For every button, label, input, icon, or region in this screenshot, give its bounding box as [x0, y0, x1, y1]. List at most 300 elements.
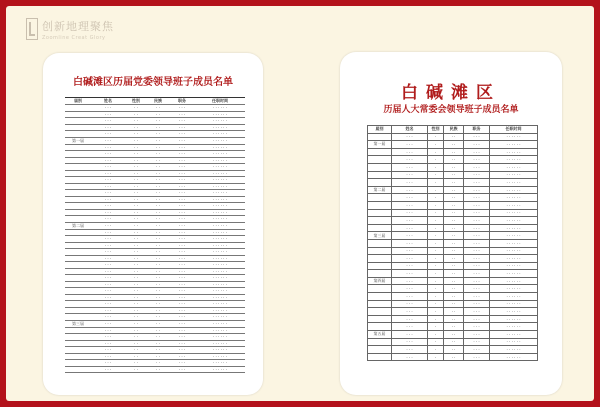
table-cell: · · [444, 141, 464, 149]
table-cell: · · · · · · [490, 353, 538, 361]
brand-name-cn: 创新地理聚焦 [42, 19, 114, 33]
table-cell: · · · [464, 293, 490, 301]
column-header: 姓名 [392, 126, 428, 134]
table-cell: · · · · · · [195, 262, 245, 269]
table-row [368, 338, 538, 346]
table-cell: · · [147, 275, 169, 282]
table-cell: · · · [91, 144, 125, 151]
table-cell: · · [125, 366, 147, 373]
table-cell: · · · [392, 171, 428, 179]
table-cell: · · [125, 177, 147, 184]
table-cell: · · · · · · [195, 105, 245, 112]
table-cell: · · · · · · [195, 196, 245, 203]
table-cell: · · [125, 314, 147, 321]
table-cell: · · · [91, 164, 125, 171]
table-cell: · · [444, 277, 464, 285]
table-cell: · [428, 224, 444, 232]
table-cell: · · [444, 331, 464, 339]
table-cell: · [428, 232, 444, 240]
table-cell: · · · [392, 148, 428, 156]
table-cell: · · · [91, 255, 125, 262]
table-row [368, 156, 538, 164]
table-cell: · · · [464, 346, 490, 354]
table-header-row [368, 126, 538, 134]
table-cell: · · [444, 133, 464, 141]
table-cell: · · [444, 232, 464, 240]
table-cell: · · [147, 157, 169, 164]
table-cell: · [428, 247, 444, 255]
table-cell: · · [444, 285, 464, 293]
table-cell: · · · · · · [490, 171, 538, 179]
table-cell: · · · [169, 360, 195, 367]
table-cell: · · · [464, 255, 490, 263]
table-row [368, 209, 538, 217]
table-cell: · · [147, 281, 169, 288]
table-cell: · · · [91, 262, 125, 269]
table-cell: · · [125, 183, 147, 190]
table-cell: · · · [91, 124, 125, 131]
table-cell: · · · [169, 190, 195, 197]
table-cell: · · · [91, 183, 125, 190]
table-cell: · [428, 148, 444, 156]
table-cell: · · · [91, 320, 125, 327]
table-row [368, 346, 538, 354]
table-cell: · · [444, 224, 464, 232]
table-cell: · · · [91, 288, 125, 295]
table-cell: · · · [169, 334, 195, 341]
table-cell: · · · [169, 196, 195, 203]
table-cell: · · · [91, 366, 125, 373]
table-cell: · · · [169, 314, 195, 321]
table-cell: · · · · · · [195, 170, 245, 177]
table-cell: · · · · · · [195, 340, 245, 347]
table-cell: 第一届 [368, 141, 392, 149]
table-cell: · · · · · · [490, 285, 538, 293]
table-cell: · · · [169, 164, 195, 171]
table-cell [368, 285, 392, 293]
column-header: 民族 [147, 98, 169, 105]
table-cell: 第三届 [65, 320, 91, 327]
table-cell: · · [125, 353, 147, 360]
table-cell [368, 148, 392, 156]
table-cell: · [428, 308, 444, 316]
table-cell: · · · · · · [490, 217, 538, 225]
table-cell: · · · [169, 340, 195, 347]
table-cell: · · · · · · [195, 144, 245, 151]
table-cell: · · · [464, 308, 490, 316]
table-cell: · · [147, 327, 169, 334]
table-cell: · · [147, 118, 169, 125]
table-row [368, 277, 538, 285]
table-cell: · · · [91, 105, 125, 112]
table-cell: · · · [91, 137, 125, 144]
table-cell: · · · [91, 360, 125, 367]
table-cell: · · · [392, 293, 428, 301]
table-cell: · · · [91, 236, 125, 243]
table-cell: · · · [464, 209, 490, 217]
party-committee-table [65, 97, 245, 373]
table-cell: · · · [91, 294, 125, 301]
table-cell: · [428, 133, 444, 141]
table-cell: · [428, 346, 444, 354]
table-cell: · · [444, 346, 464, 354]
table-cell: · · [125, 222, 147, 229]
table-cell: · [428, 217, 444, 225]
table-cell: · · [444, 270, 464, 278]
table-cell: · · · [464, 277, 490, 285]
table-cell: · · [147, 347, 169, 354]
table-cell: · · [125, 301, 147, 308]
table-cell: · · · · · · [490, 163, 538, 171]
table-cell: · · · [464, 224, 490, 232]
table-cell: · · · · · · [195, 118, 245, 125]
table-cell: · · [125, 216, 147, 223]
table-cell: · [428, 323, 444, 331]
table-cell [368, 163, 392, 171]
table-cell: · · · [91, 334, 125, 341]
table-row [368, 308, 538, 316]
table-cell: · · · [91, 314, 125, 321]
right-page-subtitle: 历届人大常委会领导班子成员名单 [383, 105, 519, 115]
table-cell [368, 224, 392, 232]
table-cell: · · · · · · [195, 131, 245, 138]
table-cell: · · · [91, 170, 125, 177]
table-cell: · · · · · · [490, 247, 538, 255]
table-cell: · · · [392, 308, 428, 316]
table-cell: · · · [392, 285, 428, 293]
table-cell: · · [125, 294, 147, 301]
table-cell: · · [125, 170, 147, 177]
table-cell: · · [125, 196, 147, 203]
table-cell: · · · · · · [490, 186, 538, 194]
table-cell: · · [444, 293, 464, 301]
table-cell: · · [125, 281, 147, 288]
table-cell: · · · [392, 262, 428, 270]
table-cell: · · [147, 222, 169, 229]
table-cell: · · · [91, 301, 125, 308]
table-cell: · · [125, 111, 147, 118]
table-cell: · [428, 255, 444, 263]
table-cell: · · · · · · [490, 224, 538, 232]
table-cell: · · · [91, 353, 125, 360]
table-cell: · · · [169, 144, 195, 151]
table-cell: · · · [91, 307, 125, 314]
table-row [368, 323, 538, 331]
table-cell: · · [125, 255, 147, 262]
table-cell [368, 270, 392, 278]
table-cell: · · [125, 360, 147, 367]
table-cell: 第五届 [368, 331, 392, 339]
table-cell: · · · [169, 236, 195, 243]
table-cell: · · · · · · [195, 275, 245, 282]
table-cell: · · · [392, 239, 428, 247]
right-page-title: 白碱滩区 [401, 83, 501, 103]
table-cell: · · · [169, 327, 195, 334]
table-cell: · · · · · · [490, 331, 538, 339]
column-header: 性别 [125, 98, 147, 105]
table-row [368, 247, 538, 255]
table-cell: 第四届 [368, 277, 392, 285]
table-cell: · · · · · · [195, 307, 245, 314]
table-cell: · · [125, 229, 147, 236]
table-cell: · · · [464, 239, 490, 247]
table-cell: · · [125, 347, 147, 354]
table-cell: · · [125, 124, 147, 131]
table-cell: · · · [91, 203, 125, 210]
table-cell [368, 315, 392, 323]
table-cell: · · · · · · [195, 183, 245, 190]
table-cell: · · · · · · [490, 346, 538, 354]
table-cell: · · [125, 334, 147, 341]
table-cell: · · · [91, 151, 125, 158]
table-cell: · [428, 156, 444, 164]
table-cell: · · [125, 157, 147, 164]
table-cell: · · · [392, 163, 428, 171]
table-cell: · · · [169, 249, 195, 256]
table-cell: · · [125, 236, 147, 243]
table-cell: · · · [91, 275, 125, 282]
table-cell: · · · [169, 242, 195, 249]
table-cell: · · [444, 308, 464, 316]
table-cell: · [428, 315, 444, 323]
table-cell: · · · · · · [195, 281, 245, 288]
table-cell: · · · [464, 338, 490, 346]
table-cell: · · · [169, 118, 195, 125]
column-header: 届别 [65, 98, 91, 105]
table-cell: · · [444, 323, 464, 331]
table-cell: · · [147, 366, 169, 373]
table-cell: · · · · · · [195, 366, 245, 373]
table-cell [368, 171, 392, 179]
table-cell: · · · [392, 232, 428, 240]
table-cell: · · · [169, 262, 195, 269]
table-row [368, 255, 538, 263]
table-cell: · · [147, 203, 169, 210]
table-cell: · · [444, 247, 464, 255]
table-cell: · · [147, 340, 169, 347]
table-cell: 第二届 [65, 222, 91, 229]
table-cell: · · · · · · [195, 137, 245, 144]
table-cell: · · · · · · [195, 216, 245, 223]
table-cell: · · · · · · [490, 133, 538, 141]
table-cell: · · [147, 105, 169, 112]
table-cell: · · · [169, 288, 195, 295]
table-cell: · · · [464, 141, 490, 149]
table-cell: · · [125, 190, 147, 197]
table-cell: · · [147, 196, 169, 203]
table-cell: · [428, 171, 444, 179]
table-cell: · · [444, 179, 464, 187]
column-header: 任职时间 [490, 126, 538, 134]
table-cell: · · [444, 163, 464, 171]
table-cell: · · · [169, 229, 195, 236]
table-cell: 第二届 [368, 186, 392, 194]
table-row [368, 179, 538, 187]
table-cell: · [428, 179, 444, 187]
table-cell: · [428, 209, 444, 217]
table-cell: · · · [392, 217, 428, 225]
table-cell: · · · · · · [490, 201, 538, 209]
table-cell [368, 346, 392, 354]
table-cell: · · · · · · [490, 270, 538, 278]
table-cell: · · [444, 171, 464, 179]
table-cell: · · [147, 262, 169, 269]
table-cell: · · [444, 194, 464, 202]
table-cell [368, 209, 392, 217]
table-cell: · · · [91, 340, 125, 347]
table-cell: · · · [91, 209, 125, 216]
table-cell: · · [444, 262, 464, 270]
table-cell: · · · [91, 131, 125, 138]
table-cell: · · · [91, 190, 125, 197]
table-cell: · · · · · · [195, 334, 245, 341]
table-cell: · · · [392, 186, 428, 194]
table-cell [368, 353, 392, 361]
table-cell: · [428, 270, 444, 278]
table-cell: · · [125, 242, 147, 249]
table-cell [368, 179, 392, 187]
table-cell: 第三届 [368, 232, 392, 240]
table-cell: · · · [464, 270, 490, 278]
table-cell: · · · [169, 209, 195, 216]
table-cell: · [428, 277, 444, 285]
table-cell: · · · [464, 148, 490, 156]
table-cell: · · · [169, 366, 195, 373]
table-cell: · · · · · · [490, 156, 538, 164]
table-cell: · · · · · · [490, 300, 538, 308]
table-cell: · · · · · · [195, 268, 245, 275]
table-cell: · · · [464, 285, 490, 293]
brand-name-en: Zoomline Creat Glory [42, 34, 106, 41]
table-cell [368, 156, 392, 164]
table-cell: · · · [169, 131, 195, 138]
table-cell: · · · · · · [490, 315, 538, 323]
table-cell: · · [125, 288, 147, 295]
table-cell: · [428, 293, 444, 301]
table-cell: · · · · · · [195, 301, 245, 308]
table-cell: · · · · · · [195, 360, 245, 367]
table-cell: · · · [91, 249, 125, 256]
table-cell: · · · [464, 300, 490, 308]
table-cell: · · [125, 262, 147, 269]
table-cell: · · [125, 151, 147, 158]
table-cell: · · · [464, 171, 490, 179]
table-cell: · · [125, 164, 147, 171]
table-cell: · · · · · · [195, 203, 245, 210]
table-cell: · · [125, 144, 147, 151]
table-cell: · · [125, 131, 147, 138]
table-cell: · · [147, 131, 169, 138]
table-cell: · · · · · · [195, 157, 245, 164]
table-cell: · · [147, 268, 169, 275]
column-header: 职务 [464, 126, 490, 134]
table-cell: · · · [91, 281, 125, 288]
table-cell: · · · [464, 186, 490, 194]
table-cell: · · · · · · [195, 151, 245, 158]
table-cell: · · · · · · [195, 294, 245, 301]
table-row [368, 133, 538, 141]
table-cell: · · · [392, 323, 428, 331]
table-cell: · · · · · · [195, 347, 245, 354]
table-cell: · [428, 300, 444, 308]
table-row [368, 141, 538, 149]
table-cell: · · [147, 301, 169, 308]
table-cell: · [428, 186, 444, 194]
table-cell: · · · · · · [195, 111, 245, 118]
brand-mark-icon [26, 18, 38, 40]
table-cell: · · [444, 300, 464, 308]
table-cell: · · · [169, 255, 195, 262]
table-cell [368, 308, 392, 316]
table-cell: · · · · · · [490, 338, 538, 346]
table-cell: · · · [91, 222, 125, 229]
table-cell: · · · [392, 338, 428, 346]
table-cell: · · · [91, 118, 125, 125]
table-cell: · · · [392, 201, 428, 209]
table-cell: · · · [392, 315, 428, 323]
table-cell: · · [147, 124, 169, 131]
table-cell: · · · [464, 232, 490, 240]
left-page [43, 53, 263, 395]
table-cell: · · · · · · [490, 232, 538, 240]
table-cell: · · [147, 255, 169, 262]
table-cell: · · [125, 320, 147, 327]
table-cell: 第一届 [65, 137, 91, 144]
table-cell [368, 217, 392, 225]
table-cell: · · · [91, 111, 125, 118]
table-cell [368, 262, 392, 270]
table-cell: · · · [464, 201, 490, 209]
table-cell: · · [147, 242, 169, 249]
table-cell: · · [125, 203, 147, 210]
table-cell [368, 293, 392, 301]
table-cell: · · [444, 209, 464, 217]
table-cell: · · · [392, 300, 428, 308]
table-cell: · · · · · · [490, 194, 538, 202]
table-cell: · · · · · · [195, 314, 245, 321]
table-row [368, 270, 538, 278]
table-cell: · · · [169, 275, 195, 282]
table-cell: · · [125, 340, 147, 347]
column-header: 民族 [444, 126, 464, 134]
column-header: 任职时间 [195, 98, 245, 105]
table-row [368, 217, 538, 225]
table-cell: · · · [169, 347, 195, 354]
table-cell: · · · · · · [195, 288, 245, 295]
table-cell: · · · [169, 301, 195, 308]
table-cell: · · · [392, 270, 428, 278]
table-cell: · · [147, 353, 169, 360]
table-cell: · · · [169, 216, 195, 223]
table-cell: · · [125, 105, 147, 112]
column-header: 届别 [368, 126, 392, 134]
table-cell: · · [147, 177, 169, 184]
table-cell: · · [444, 156, 464, 164]
table-cell: · · · [169, 183, 195, 190]
table-cell: · · [125, 209, 147, 216]
table-cell: · · · [169, 353, 195, 360]
table-cell: · · · · · · [195, 327, 245, 334]
table-cell: · · · [169, 268, 195, 275]
table-cell: · · [125, 307, 147, 314]
table-cell: · · · [169, 203, 195, 210]
table-cell: · · · [392, 247, 428, 255]
table-cell: · · [444, 315, 464, 323]
table-cell: · · [147, 229, 169, 236]
table-cell: · · · · · · [195, 353, 245, 360]
table-cell: · · · [392, 156, 428, 164]
column-header: 职务 [169, 98, 195, 105]
